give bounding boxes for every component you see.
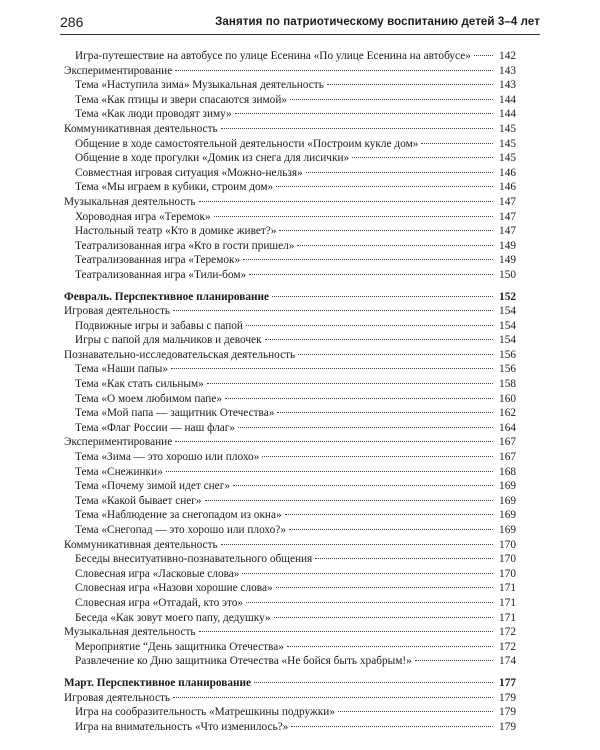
dot-leader — [274, 616, 493, 618]
dot-leader — [173, 309, 493, 311]
dot-leader — [474, 54, 493, 56]
dot-leader — [243, 258, 493, 260]
toc-entry-page: 170 — [499, 538, 516, 551]
dot-leader — [279, 229, 493, 231]
toc-section-entry — [64, 348, 516, 363]
toc-entry-title: Совместная игровая ситуация «Можно-нельзя» — [75, 166, 303, 179]
toc-entry — [64, 640, 516, 655]
dot-leader — [246, 601, 493, 603]
dot-leader — [175, 440, 493, 442]
toc-entry — [64, 421, 516, 436]
toc-entry-page: 174 — [499, 655, 516, 668]
toc-entry-page: 171 — [499, 582, 516, 595]
toc-entry-title: Музыкальная деятельность — [64, 195, 196, 208]
toc-entry-page: 168 — [499, 465, 516, 478]
toc-entry-title: Общение в ходе прогулки «Домик из снега для лисички» — [75, 152, 350, 165]
toc-entry-title: Беседы внеситуативно-познавательного общения — [75, 553, 313, 566]
toc-entry-page: 154 — [499, 305, 516, 318]
dot-leader — [327, 83, 493, 85]
dot-leader — [287, 645, 493, 647]
toc-entry-title: Музыкальная деятельность — [64, 626, 196, 639]
toc-entry-page: 146 — [499, 181, 516, 194]
dot-leader — [421, 142, 493, 144]
dot-leader — [199, 630, 493, 632]
toc-entry — [64, 151, 516, 166]
toc-entry-title: Тема «Снегопад — это хорошо или плохо?» — [75, 524, 286, 536]
toc-entry-title: Настольный театр «Кто в домике живет?» — [75, 225, 277, 238]
toc-entry — [64, 523, 516, 538]
dot-leader — [242, 572, 493, 574]
toc-entry-title: Подвижные игры и забавы с папой — [75, 319, 243, 332]
dot-leader — [166, 470, 493, 472]
toc-entry-page: 150 — [499, 268, 516, 281]
dot-leader — [235, 112, 493, 114]
dot-leader — [290, 98, 493, 100]
toc-entry-title: Познавательно-исследовательская деятельность — [64, 348, 296, 361]
toc-entry — [64, 508, 516, 523]
dot-leader — [352, 156, 493, 158]
page-header — [60, 14, 540, 35]
toc-entry-page: 149 — [499, 254, 516, 267]
dot-leader — [249, 273, 493, 275]
toc-entry — [64, 93, 516, 108]
toc-entry-page: 169 — [499, 480, 516, 493]
toc-entry-page: 167 — [499, 436, 516, 449]
toc-entry — [64, 392, 516, 407]
dot-leader — [265, 338, 493, 340]
toc-entry-page: 146 — [499, 166, 516, 179]
toc-entry — [64, 49, 516, 64]
toc-entry-title: Тема «О моем любимом папе» — [75, 392, 222, 405]
toc-entry — [64, 705, 516, 720]
toc-entry-page: 172 — [499, 626, 516, 639]
toc-entry-title: Тема «Наши папы» — [75, 363, 168, 376]
toc-entry-title: Тема «Какой бывает снег» — [75, 494, 202, 507]
dot-leader — [175, 69, 493, 71]
dot-leader — [221, 127, 493, 129]
toc-entry-page: 156 — [499, 348, 516, 361]
toc-section-entry — [64, 538, 516, 553]
dot-leader — [315, 557, 493, 559]
toc-entry — [64, 137, 516, 152]
toc-entry-page: 172 — [499, 640, 516, 653]
toc-entry — [64, 654, 516, 669]
page-number: 286 — [60, 14, 84, 30]
table-of-contents — [64, 49, 516, 734]
toc-entry-page: 152 — [499, 290, 516, 303]
toc-entry-page: 144 — [499, 108, 516, 121]
toc-entry-title: Хороводная игра «Теремок» — [75, 210, 211, 223]
dot-leader — [207, 382, 493, 384]
toc-entry-title: Мероприятие “День защитника Отечества» — [75, 640, 284, 653]
toc-entry-page: 177 — [499, 676, 516, 689]
toc-entry — [64, 596, 516, 611]
toc-entry-title: Тема «Наблюдение за снегопадом из окна» — [75, 509, 282, 522]
toc-section-entry — [64, 195, 516, 210]
toc-entry-title: Игра на сообразительность «Матрешкины подружки» — [75, 706, 335, 719]
dot-leader — [276, 185, 493, 187]
toc-entry-title: Тема «Флаг России — наш флаг» — [75, 421, 236, 434]
dot-leader — [338, 710, 493, 712]
toc-section-entry — [64, 290, 516, 305]
toc-entry-title: Тема «Наступила зима» Музыкальная деятельность — [75, 79, 324, 92]
toc-entry-title: Словесная игра «Назови хорошие слова» — [75, 582, 273, 595]
toc-section-entry — [64, 64, 516, 79]
toc-section-entry — [64, 691, 516, 706]
toc-entry-page: 143 — [499, 79, 516, 92]
toc-entry-title: Тема «Как стать сильным» — [75, 378, 204, 391]
toc-entry — [64, 552, 516, 567]
toc-section-entry — [64, 122, 516, 137]
toc-entry-page: 145 — [499, 137, 516, 150]
toc-entry-page: 147 — [499, 225, 516, 238]
toc-section-entry — [64, 676, 516, 691]
toc-entry — [64, 567, 516, 582]
toc-entry — [64, 78, 516, 93]
toc-entry-title: Театрализованная игра «Кто в гости пришел» — [75, 239, 295, 252]
toc-entry — [64, 253, 516, 268]
dot-leader — [415, 659, 493, 661]
dot-leader — [254, 681, 493, 683]
dot-leader — [199, 200, 493, 202]
toc-entry-page: 142 — [499, 50, 516, 62]
toc-entry-title: Общение в ходе самостоятельной деятельности «Построим кукле дом» — [75, 137, 419, 150]
dot-leader — [276, 586, 493, 588]
toc-entry-title: Тема «Почему зимой идет снег» — [75, 480, 230, 493]
dot-leader — [298, 353, 493, 355]
toc-entry-page: 158 — [499, 378, 516, 391]
toc-section-entry — [64, 435, 516, 450]
toc-entry-title: Театрализованная игра «Тили-бом» — [75, 268, 247, 281]
dot-leader — [289, 528, 493, 530]
dot-leader — [233, 484, 493, 486]
toc-entry-page: 160 — [499, 392, 516, 405]
toc-entry-title: Театрализованная игра «Теремок» — [75, 254, 241, 267]
dot-leader — [221, 543, 493, 545]
toc-entry-title: Словесная игра «Отгадай, кто это» — [75, 596, 244, 609]
toc-entry-page: 167 — [499, 451, 516, 464]
toc-entry-title: Тема «Снежинки» — [75, 465, 163, 478]
toc-entry — [64, 166, 516, 181]
toc-entry-title: Март. Перспективное планирование — [64, 676, 252, 689]
toc-entry — [64, 377, 516, 392]
dot-leader — [306, 171, 493, 173]
toc-section-entry — [64, 625, 516, 640]
dot-leader — [285, 513, 493, 515]
toc-entry-page: 145 — [499, 152, 516, 165]
dot-leader — [262, 455, 493, 457]
toc-entry-page: 179 — [499, 706, 516, 719]
toc-entry-page: 147 — [499, 210, 516, 223]
toc-entry — [64, 180, 516, 195]
toc-entry-title: Тема «Как люди проводят зиму» — [75, 108, 232, 121]
toc-entry-title: Тема «Мы играем в кубики, строим дом» — [75, 181, 274, 194]
toc-entry-title: Беседа «Как зовут моего папу, дедушку» — [75, 611, 271, 624]
toc-entry — [64, 333, 516, 348]
toc-entry-page: 156 — [499, 363, 516, 376]
dot-leader — [272, 295, 493, 297]
toc-section-entry — [64, 304, 516, 319]
section-gap — [64, 283, 516, 290]
toc-entry-page: 144 — [499, 93, 516, 106]
toc-entry-page: 154 — [499, 319, 516, 332]
toc-entry-title: Коммуникативная деятельность — [64, 122, 218, 135]
dot-leader — [225, 397, 493, 399]
toc-entry-page: 171 — [499, 596, 516, 609]
toc-entry — [64, 362, 516, 377]
toc-entry-title: Тема «Как птицы и звери спасаются зимой» — [75, 93, 288, 106]
toc-entry-title: Тема «Зима — это хорошо или плохо» — [75, 451, 260, 464]
toc-entry-page: 169 — [499, 494, 516, 507]
toc-entry-page: 145 — [499, 122, 516, 135]
dot-leader — [246, 324, 493, 326]
toc-entry — [64, 611, 516, 626]
toc-entry — [64, 319, 516, 334]
running-title: Занятия по патриотическому воспитанию детей 3–4 лет — [215, 16, 540, 28]
toc-entry — [64, 479, 516, 494]
dot-leader — [173, 696, 493, 698]
toc-entry-page: 170 — [499, 567, 516, 580]
toc-entry — [64, 465, 516, 480]
toc-entry-page: 179 — [499, 691, 516, 704]
section-gap — [64, 669, 516, 676]
toc-entry — [64, 268, 516, 283]
toc-entry-title: Экспериментирование — [64, 64, 173, 77]
toc-entry-title: Словесная игра «Ласковые слова» — [75, 567, 240, 580]
toc-entry — [64, 107, 516, 122]
dot-leader — [205, 499, 493, 501]
toc-entry — [64, 450, 516, 465]
dot-leader — [297, 244, 493, 246]
toc-entry-page: 143 — [499, 64, 516, 77]
dot-leader — [171, 367, 493, 369]
toc-entry-title: Экспериментирование — [64, 436, 173, 449]
toc-entry-page: 164 — [499, 421, 516, 434]
toc-entry-page: 170 — [499, 553, 516, 566]
toc-entry-title: Февраль. Перспективное планирование — [64, 290, 270, 303]
toc-entry-page: 149 — [499, 239, 516, 252]
toc-entry-page: 169 — [499, 524, 516, 536]
toc-entry — [64, 224, 516, 239]
toc-entry — [64, 406, 516, 421]
toc-entry-page: 171 — [499, 611, 516, 624]
toc-entry-title: Игровая деятельность — [64, 305, 171, 318]
toc-entry-title: Развлечение ко Дню защитника Отечества «Не бойся быть храбрым!» — [75, 655, 412, 668]
toc-entry-title: Коммуникативная деятельность — [64, 538, 218, 551]
toc-entry-title: Игровая деятельность — [64, 691, 171, 704]
toc-entry-page: 169 — [499, 509, 516, 522]
toc-entry — [64, 720, 516, 735]
toc-entry — [64, 581, 516, 596]
toc-entry-page: 147 — [499, 195, 516, 208]
toc-entry-title: Тема «Мой папа — защитник Отечества» — [75, 407, 275, 420]
toc-entry-page: 179 — [499, 720, 516, 733]
dot-leader — [214, 215, 493, 217]
toc-entry-page: 162 — [499, 407, 516, 420]
dot-leader — [291, 725, 493, 727]
toc-entry-page: 154 — [499, 334, 516, 347]
dot-leader — [238, 426, 493, 428]
toc-entry-title: Игра на внимательность «Что изменилось?» — [75, 720, 289, 733]
toc-entry-title: Игры с папой для мальчиков и девочек — [75, 334, 262, 347]
toc-entry — [64, 239, 516, 254]
toc-entry — [64, 210, 516, 225]
toc-entry-title: Игра-путешествие на автобусе по улице Есенина «По улице Есенина на автобусе» — [75, 50, 471, 62]
toc-entry — [64, 494, 516, 509]
dot-leader — [277, 411, 493, 413]
